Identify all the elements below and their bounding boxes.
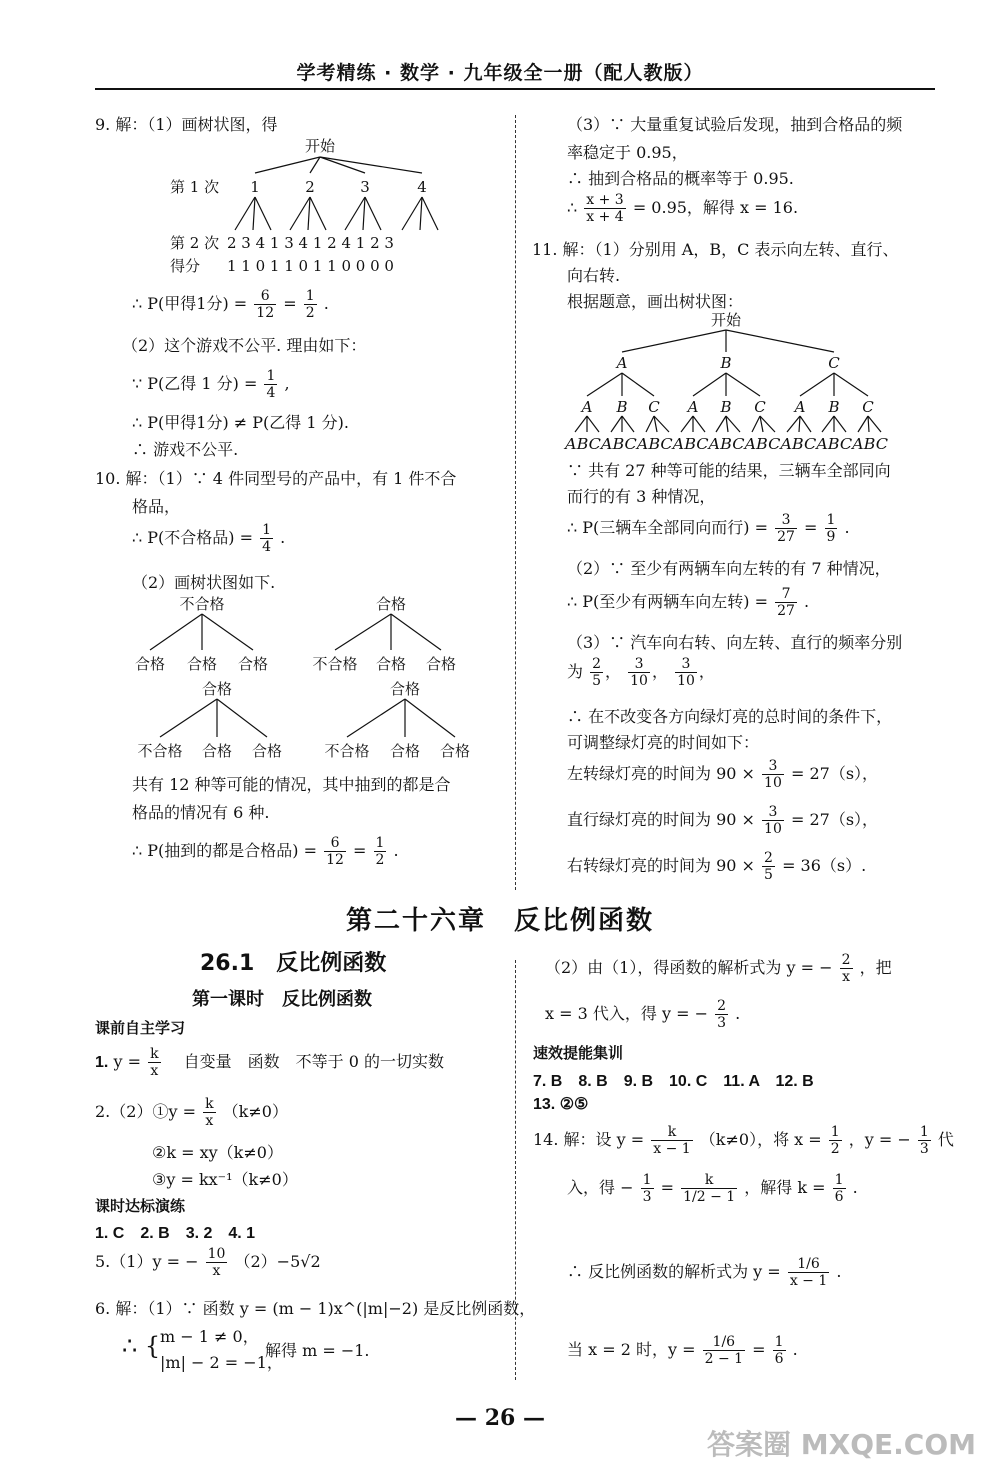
q11-line15: 右转绿灯亮的时间为 90 × $\frac{2}{5}$ = 36（s）. [567,850,867,883]
q11-line8: ∴ P(至少有两辆车向左转) = $\frac{7}{27}$ . [567,586,810,619]
q9-p1: ∴ P(甲得1分) = $\frac{6}{12}$ = $\frac{1}{2}$ . [132,288,329,321]
q11-line11: ∴ 在不改变各方向绿灯亮的总时间的条件下， [567,707,893,726]
q9-line5: ∴ 游戏不公平. [132,440,239,459]
svg-text:开始: 开始 [710,311,742,329]
q10-3-line3: ∴ 抽到合格品的概率等于 0.95. [567,169,794,188]
tree10-t4-root: 合格 [389,680,421,698]
q9-line3: ∵ P(乙得 1 分) = $\frac{1}{4}$ , [132,368,290,401]
q11-line3: 根据题意，画出树状图： [567,292,744,311]
q11-line10: 为 $\frac{2}{5}$ ， $\frac{3}{10}$ ， $\frac{3}{10}$ ， [567,656,715,689]
page-number: — 26 — [455,1405,545,1431]
q11-line2: 向右转. [567,266,621,285]
q10-3-line4: ∴ $\frac{x + 3}{x + 4}$ = 0.95，解得 x = 16. [567,192,799,225]
header-rule [95,88,935,90]
svg-text:合格: 合格 [201,742,233,760]
q10-line2: 格品， [132,497,181,516]
answer-1: 1. y = $\frac{k}{x}$ 自变量 函数 不等于 0 的一切实数 [95,1046,444,1079]
q11-line12: 可调整绿灯亮的时间如下： [567,733,760,752]
q11-line7: （2）∵ 至少有两辆车向左转的有 7 种情况， [567,559,891,578]
q10-line7: ∴ P(抽到的都是合格品) = $\frac{6}{12}$ = $\frac{1}{2}$ . [132,835,399,868]
tree10-t3-root: 合格 [201,680,233,698]
svg-text:不合格: 不合格 [324,742,370,760]
answer-14-line4: 当 x = 2 时，y = $\frac{1/6}{2 - 1}$ = $\frac{1}{6}$ . [567,1334,798,1367]
svg-text:合格: 合格 [375,655,407,673]
svg-text:A: A [616,354,628,372]
tree9-row3-label: 得分 [170,257,201,275]
svg-text:B: B [616,398,628,416]
q10-line5: 共有 12 种等可能的情况，其中抽到的都是合 [132,775,451,794]
label-preview-study: 课前自主学习 [95,1019,186,1037]
svg-text:B: B [720,398,732,416]
tree9-root: 开始 [304,137,336,155]
svg-text:C: C [754,398,766,416]
answer-2-line2: ②k = xy（k≠0） [152,1143,283,1162]
q10-3-line1: （3）∵ 大量重复试验后发现，抽到合格品的频 [567,115,903,134]
answer-5: 5.（1）y = − $\frac{10}{x}$ （2）−5√2 [95,1246,321,1279]
svg-text:A: A [794,398,806,416]
q11-line13: 左转绿灯亮的时间为 90 × $\frac{3}{10}$ = 27（s）， [567,758,879,791]
tree9-row1-label: 第 1 次 [170,178,220,196]
q10-line1: 10. 解：（1）∵ 4 件同型号的产品中，有 1 件不合 [95,469,457,488]
chapter-title: 第二十六章 反比例函数 [345,906,654,936]
tree10-t1-root: 不合格 [179,595,225,613]
svg-text:合格: 合格 [425,655,457,673]
label-quick-training: 速效提能集训 [533,1044,624,1062]
answer-6-2-line2: x = 3 代入，得 y = − $\frac{2}{3}$ . [545,998,741,1031]
svg-text:合格: 合格 [389,742,421,760]
svg-text:A: A [687,398,699,416]
answers-1-4: 1. C 2. B 3. 2 4. 1 [95,1225,256,1242]
answer-6-result: 解得 m = −1. [265,1341,370,1360]
tree9-n3: 3 [360,178,370,196]
section-title: 26.1 反比例函数 [200,951,387,976]
svg-text:不合格: 不合格 [312,655,358,673]
svg-text:ABCABCABCABCABCABCABCABCABC: ABCABCABCABCABCABCABCABCABC [562,435,889,453]
answer-6-2-line1: （2）由（1），得函数的解析式为 y = − $\frac{2}{x}$ ，把 [545,952,892,985]
answer-14-line2: 入，得 − $\frac{1}{3}$ = $\frac{k}{1/2 - 1}$ ，解得 k = $\frac{1}{6}$ . [567,1172,858,1205]
svg-text:B: B [828,398,840,416]
answer-13: 13. ②⑤ [533,1096,589,1113]
answer-14-line3: ∴ 反比例函数的解析式为 y = $\frac{1/6}{x - 1}$ . [567,1256,842,1289]
tree-q9 [165,135,475,280]
answers-7-12: 7. B 8. B 9. B 10. C 11. A 12. B [533,1073,814,1090]
svg-text:合格: 合格 [439,742,471,760]
q9-line1: 9. 解：（1）画树状图，得 [95,115,278,134]
answer-6-brace: ∴ { [122,1332,161,1360]
svg-text:合格: 合格 [251,742,283,760]
svg-text:合格: 合格 [237,655,269,673]
svg-text:A: A [581,398,593,416]
q10-3-line2: 率稳定于 0.95， [567,143,688,162]
svg-text:C: C [828,354,840,372]
answer-6-line1: 6. 解：（1）∵ 函数 y = (m − 1)x^(|m|−2) 是反比例函数， [95,1299,536,1318]
tree10-t2-root: 合格 [375,595,407,613]
q11-line6: ∴ P(三辆车全部同向而行) = $\frac{3}{27}$ = $\frac{1}{9}$ . [567,512,850,545]
tree9-row2: 2 3 4 1 3 4 1 2 4 1 2 3 [227,234,394,252]
tree9-n2: 2 [305,178,315,196]
q11-line1: 11. 解：（1）分别用 A，B，C 表示向左转、直行、 [532,240,899,259]
label-class-practice: 课时达标演练 [95,1197,186,1215]
tree9-row3: 1 1 0 1 1 0 1 1 0 0 0 0 [227,257,394,275]
q9-line2: （2）这个游戏不公平. 理由如下： [122,336,367,355]
q11-line4: ∵ 共有 27 种等可能的结果，三辆车全部同向 [567,461,891,480]
svg-text:不合格: 不合格 [137,742,183,760]
q9-line4: ∴ P(甲得1分) ≠ P(乙得 1 分). [132,413,349,432]
tree9-row2-label: 第 2 次 [170,234,220,252]
answer-6-cond1: m − 1 ≠ 0， [160,1327,259,1346]
answer-2: 2.（2）①y = $\frac{k}{x}$ （k≠0） [95,1096,288,1129]
tree-q10 [125,592,495,767]
tree9-n1: 1 [250,178,260,196]
svg-text:B: B [720,354,732,372]
q10-line3: ∴ P(不合格品) = $\frac{1}{4}$ . [132,522,286,555]
svg-text:合格: 合格 [186,655,218,673]
answer-14-line1: 14. 解：设 y = $\frac{k}{x - 1}$ （k≠0），将 x = $\frac{1}{2}$ ，y = − $\frac{1}{3}$ 代 [533,1124,954,1157]
svg-text:合格: 合格 [134,655,166,673]
tree9-n4: 4 [417,178,427,196]
answer-6-cond2: |m| − 2 = −1， [160,1353,283,1372]
q11-line5: 而行的有 3 种情况， [567,487,716,506]
svg-text:C: C [862,398,874,416]
q10-line4: （2）画树状图如下. [132,573,276,592]
q11-line14: 直行绿灯亮的时间为 90 × $\frac{3}{10}$ = 27（s）， [567,804,879,837]
column-divider-top [515,115,516,890]
page-header: 学考精练 · 数学 · 九年级全一册（配人教版） [296,62,704,84]
lesson-title: 第一课时 反比例函数 [192,989,372,1010]
watermark-logo: 答案圈 MXQE.COM [707,1428,976,1461]
q10-line6: 格品的情况有 6 种. [132,803,270,822]
answer-2-line3: ③y = kx⁻¹（k≠0） [152,1170,298,1189]
svg-text:C: C [648,398,660,416]
q11-line9: （3）∵ 汽车向右转、向左转、直行的频率分别 [567,633,903,652]
tree-q11 [560,308,900,456]
